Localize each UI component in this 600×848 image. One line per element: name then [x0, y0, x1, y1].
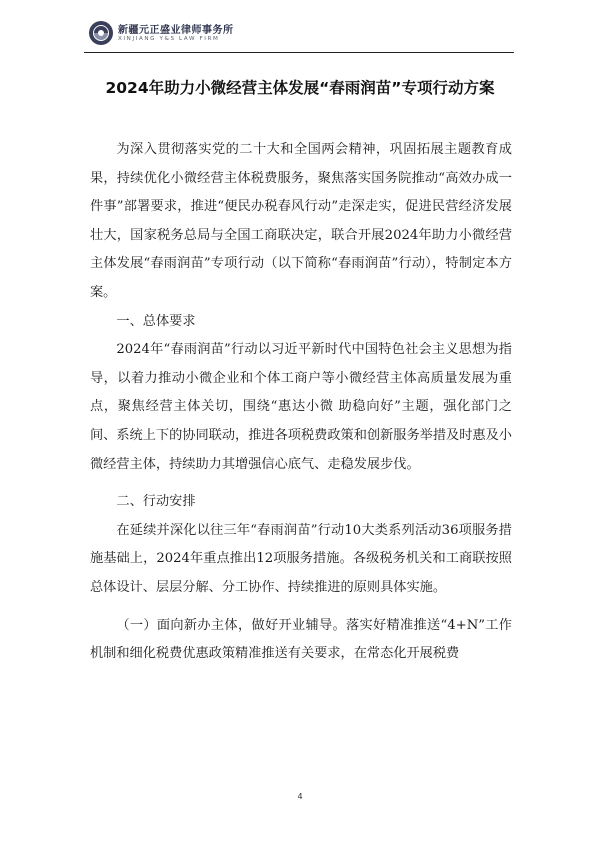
intro-paragraph: 为深入贯彻落实党的二十大和全国两会精神，巩固拓展主题教育成果，持续优化小微经营主体税费服务，聚焦落实国务院推动“高效办成一件事”部署要求，推进“便民办税春风行动”走深走实，促进民营经济发展壮大，国家税务总局与全国工商联决定，联合开展2024年助力小微经营主体发展“春雨润苗”专项行动（以下简称“春雨润苗”行动），特制定本方案。 [90, 142, 512, 300]
document-body [90, 136, 512, 669]
general-requirements-paragraph: 2024年“春雨润苗”行动以习近平新时代中国特色社会主义思想为指导，以着力推动小微企业和个体工商户等小微经营主体高质量发展为重点，聚焦经营主体关切，围绕“惠达小微 助稳向好”主题，强化部门之间、系统上下的协同联动，推进各项税费政策和创新服务举措及时惠及小微经营主体，持续助力其增强信心底气、走稳发展步伐。 [90, 342, 512, 472]
action-plan-paragraph: 在延续并深化以往三年“春雨润苗”行动10大类系列活动36项服务措施基础上，2024年重点推出12项服务措施。各级税务机关和工商联按照总体设计、层层分解、分工协作、持续推进的原则具体实施。 [90, 522, 512, 595]
section-heading-general-requirements: 一、总体要求 [116, 313, 196, 329]
header-divider [84, 52, 514, 53]
firm-name-english: XINJIANG Y&S LAW FIRM [118, 36, 220, 42]
letterhead [88, 20, 528, 50]
document-title: 2024年助力小微经营主体发展“春雨润苗”专项行动方案 [105, 79, 495, 97]
page-number: 4 [297, 792, 303, 801]
firm-name-chinese: 新疆元正盛业律师事务所 [118, 25, 234, 36]
section-heading-action-plan: 二、行动安排 [116, 494, 196, 510]
firm-logo-icon [88, 20, 114, 46]
subsection-new-entities-paragraph: （一）面向新办主体，做好开业辅导。落实好精准推送“4+N”工作机制和细化税费优惠政策精准推送有关要求，在常态化开展税费 [90, 617, 512, 662]
